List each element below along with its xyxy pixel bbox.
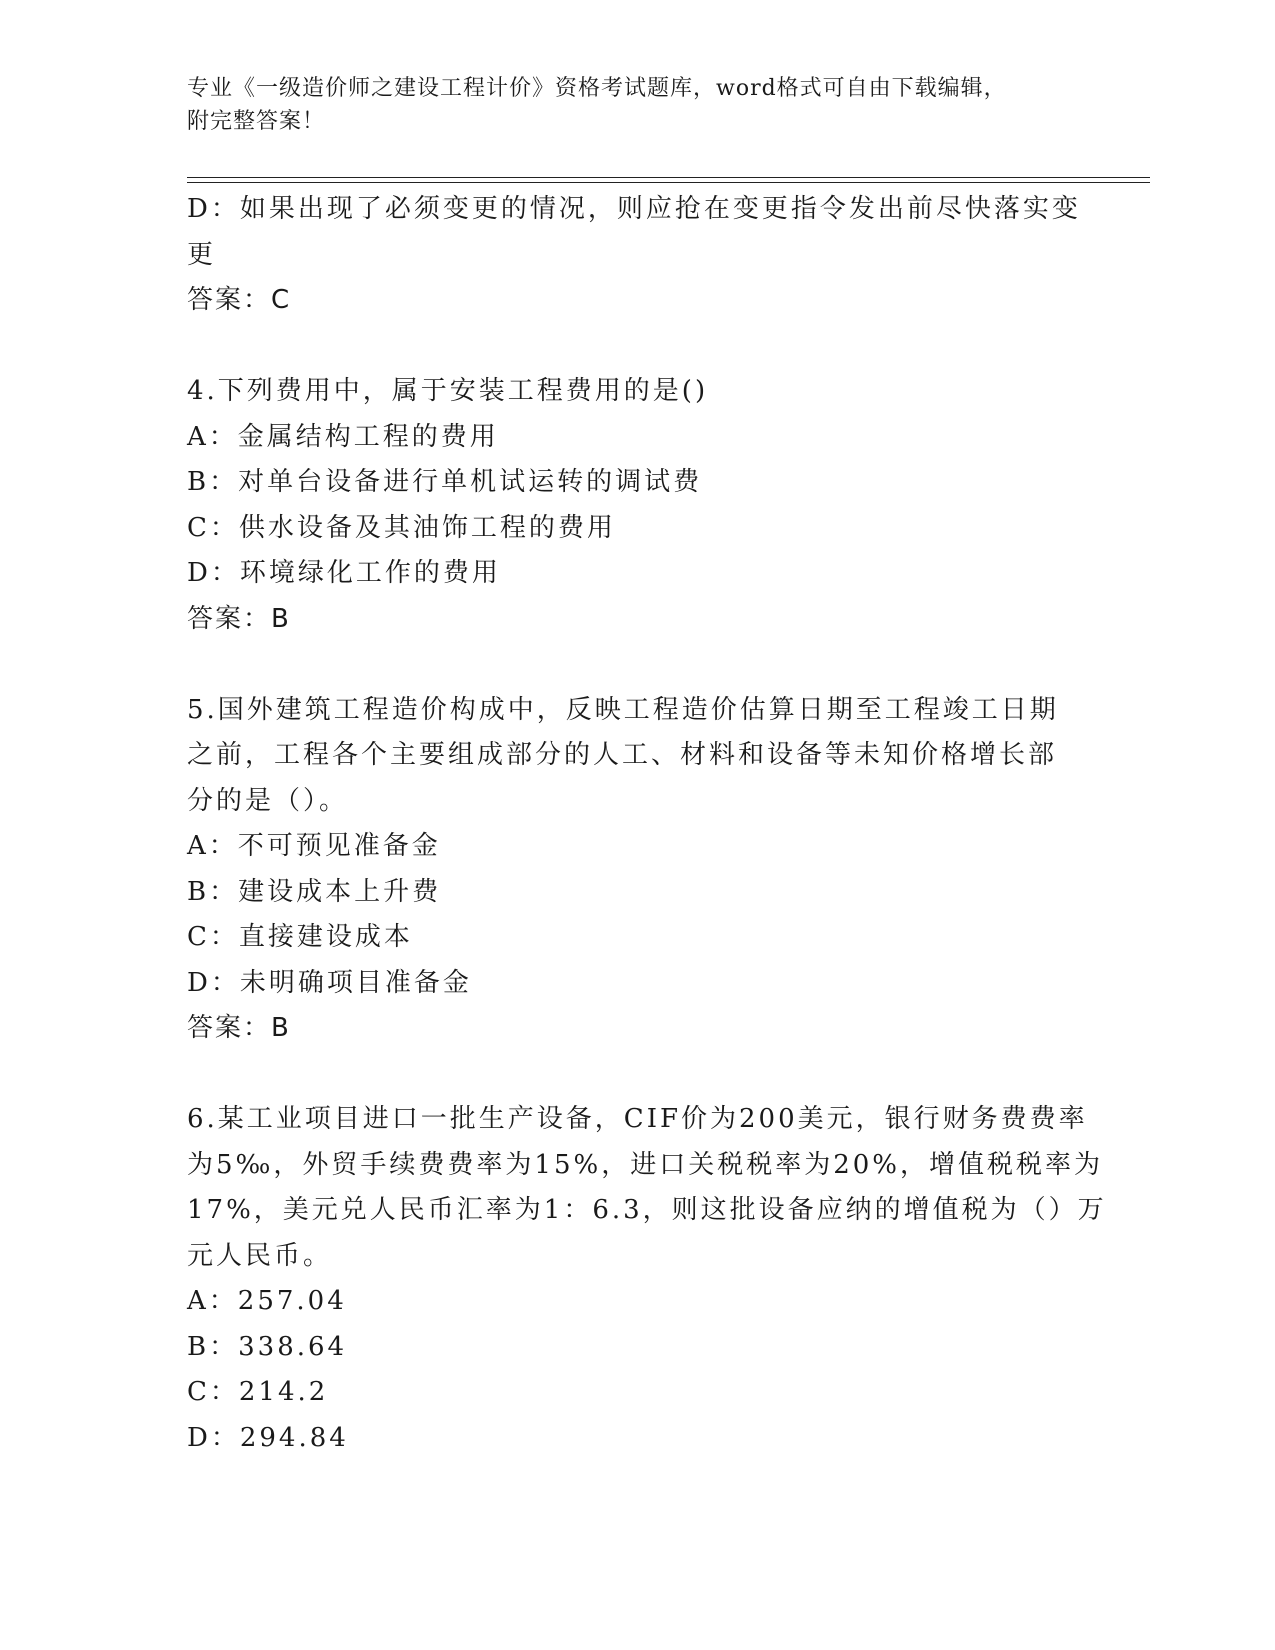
answer: 答案：B [187,603,291,634]
answer: 答案：C [187,285,292,315]
question-stem-line-1: 6.某工业项目进口一批生产设备，CIF价为200美元，银行财务费费率 [187,1104,1088,1134]
option-b: B：338.64 [187,1331,348,1362]
question-stem-line-4: 元人民币。 [187,1240,333,1271]
document-header [187,72,1087,138]
option-d-line-2: 更 [187,239,217,270]
spacer [187,324,1087,370]
option-c: C：214.2 [187,1377,329,1407]
question-stem-line-1: 5.国外建筑工程造价构成中，反映工程造价估算日期至工程竣工日期 [187,694,1059,725]
header-line-2: 附完整答案！ [187,109,326,134]
option-b: B：对单台设备进行单机试运转的调试费 [187,467,703,497]
document-body [187,187,1107,1461]
option-a: A：金属结构工程的费用 [187,421,499,452]
answer: 答案：B [187,1013,291,1043]
question-stem-line-3: 分的是（）。 [187,785,349,816]
option-d: D：294.84 [187,1422,349,1453]
question-4 [187,369,1087,642]
header-divider-top [187,177,1150,178]
option-b: B：建设成本上升费 [187,876,442,907]
spacer [187,642,1087,688]
question-stem-line-2: 为5‰，外贸手续费费率为15%，进口关税税率为20%，增值税税率为 [187,1149,1104,1180]
question-3-tail [187,187,1087,324]
option-c: C：直接建设成本 [187,922,413,952]
option-d-line-1: D：如果出现了必须变更的情况，则应抢在变更指令发出前尽快落实变 [187,194,1081,224]
question-stem-line-2: 之前，工程各个主要组成部分的人工、材料和设备等未知价格增长部 [187,740,1058,770]
option-d: D：环境绿化工作的费用 [187,558,501,588]
option-c: C：供水设备及其油饰工程的费用 [187,512,616,543]
option-a: A：257.04 [187,1286,347,1316]
question-stem-line-3: 17%，美元兑人民币汇率为1：6.3，则这批设备应纳的增值税为（）万 [187,1195,1107,1225]
header-divider-bottom [187,182,1150,183]
option-d: D：未明确项目准备金 [187,967,472,998]
question-5 [187,688,1087,1052]
header-line-1: 专业《一级造价师之建设工程计价》资格考试题库，word格式可自由下载编辑， [187,76,1007,101]
spacer [187,1052,1087,1098]
option-a: A：不可预见准备金 [187,831,441,861]
question-stem: 4.下列费用中，属于安装工程费用的是() [187,376,709,406]
question-6 [187,1097,1107,1461]
